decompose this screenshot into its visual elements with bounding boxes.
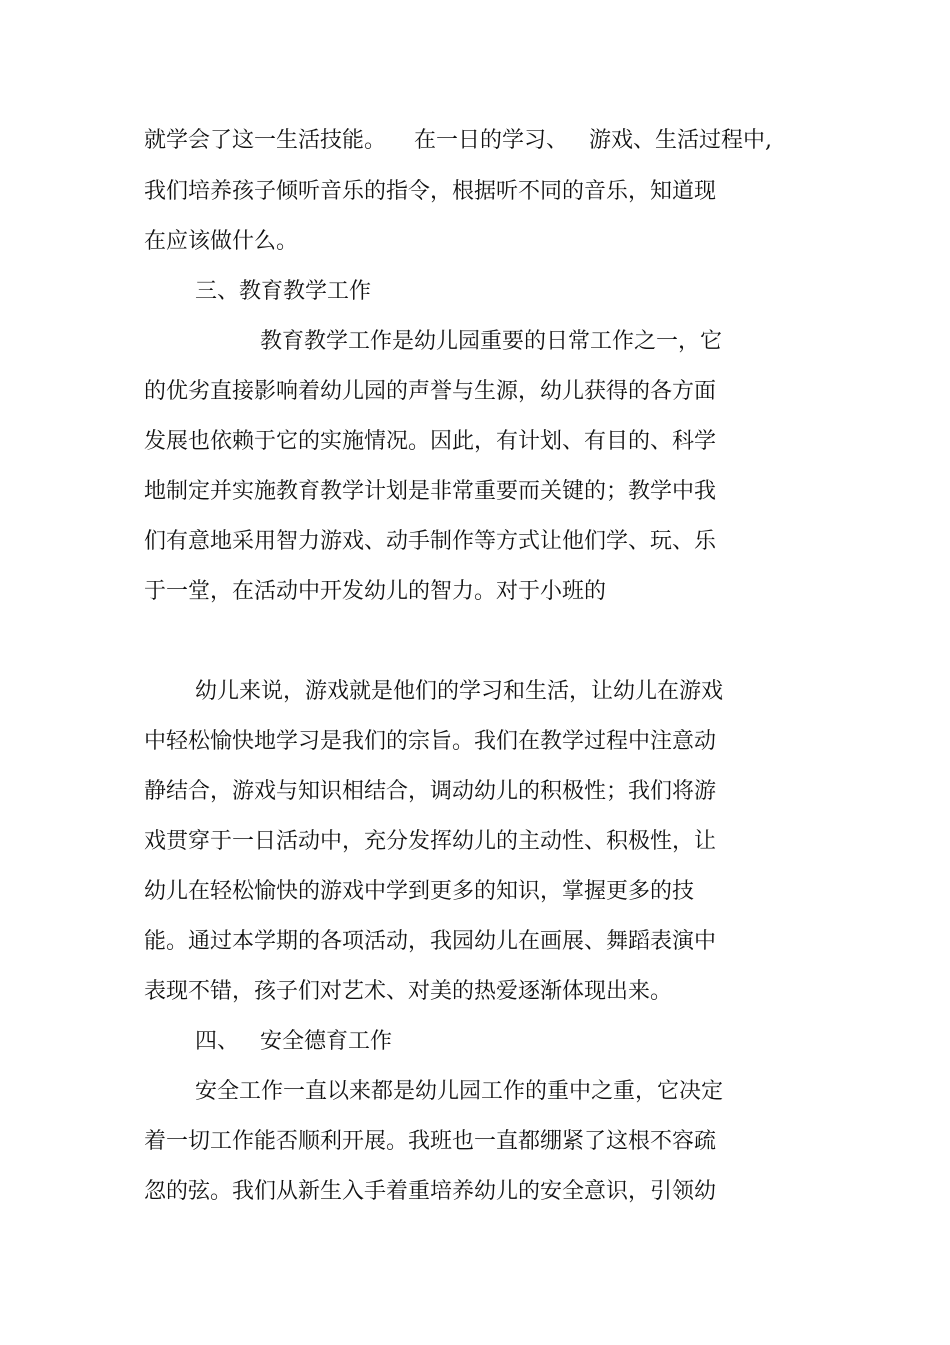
- body-text-line: 在应该做什么。: [144, 229, 299, 254]
- body-text-line: 中轻松愉快地学习是我们的宗旨。我们在教学过程中注意动: [144, 729, 717, 754]
- body-text-line: 发展也依赖于它的实施情况。因此，有计划、有目的、科学: [144, 429, 717, 454]
- body-text-line: 就学会了这一生活技能。 在一日的学习、 游戏、生活过程中,: [144, 128, 772, 153]
- body-text-line: 戏贯穿于一日活动中，充分发挥幼儿的主动性、积极性，让: [144, 829, 717, 854]
- body-text-line: 幼儿在轻松愉快的游戏中学到更多的知识，掌握更多的技: [144, 879, 695, 904]
- paragraph-first-line: 教育教学工作是幼儿园重要的日常工作之一，它: [260, 329, 723, 354]
- body-text-line: 静结合，游戏与知识相结合，调动幼儿的积极性；我们将游: [144, 779, 717, 804]
- paragraph-first-line: 幼儿来说，游戏就是他们的学习和生活，让幼儿在游戏: [195, 679, 724, 704]
- body-text-line: 的优劣直接影响着幼儿园的声誉与生源，幼儿获得的各方面: [144, 379, 717, 404]
- body-text-line: 于一堂，在活动中开发幼儿的智力。对于小班的: [144, 579, 607, 604]
- section-heading: 三、教育教学工作: [195, 279, 372, 304]
- paragraph-first-line: 安全工作一直以来都是幼儿园工作的重中之重，它决定: [195, 1079, 724, 1104]
- body-text-line: 着一切工作能否顺利开展。我班也一直都绷紧了这根不容疏: [144, 1129, 717, 1154]
- body-text-line: 我们培养孩子倾听音乐的指令，根据听不同的音乐，知道现: [144, 179, 717, 204]
- body-text-line: 能。通过本学期的各项活动，我园幼儿在画展、舞蹈表演中: [144, 929, 717, 954]
- body-text-line: 表现不错，孩子们对艺术、对美的热爱逐渐体现出来。: [144, 979, 673, 1004]
- body-text-line: 们有意地采用智力游戏、动手制作等方式让他们学、玩、乐: [144, 529, 717, 554]
- body-text-line: 忽的弦。我们从新生入手着重培养幼儿的安全意识，引领幼: [144, 1179, 717, 1204]
- body-text-line: 地制定并实施教育教学计划是非常重要而关键的；教学中我: [144, 479, 717, 504]
- section-heading: 四、 安全德育工作: [195, 1029, 392, 1054]
